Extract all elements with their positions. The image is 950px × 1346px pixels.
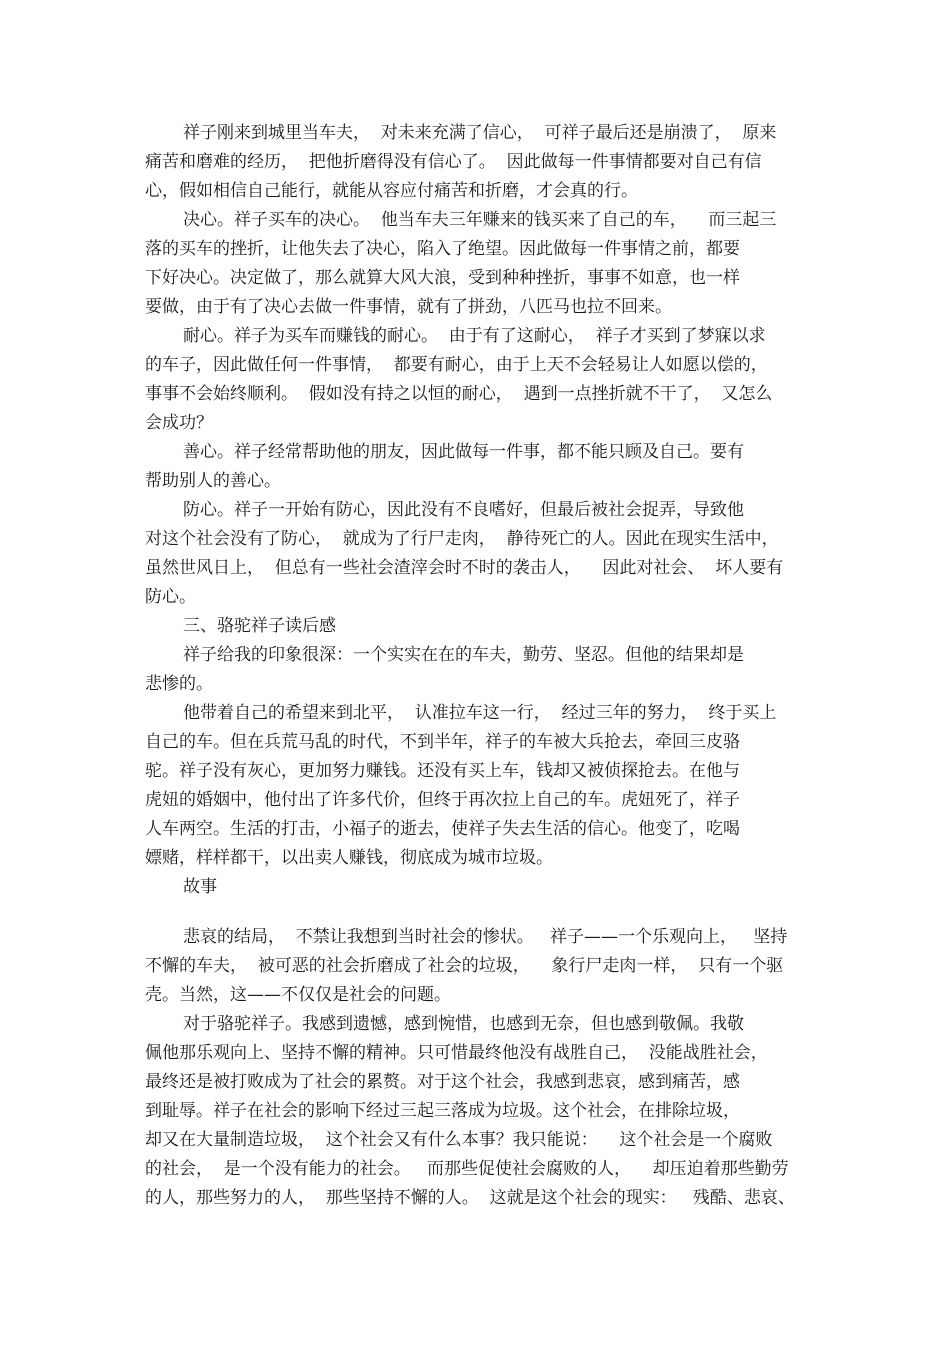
- text-line: 防心。祥子一开始有防心，因此没有不良嗜好，但最后被社会捉弄，导致他: [183, 500, 744, 520]
- text-line: 的人，那些努力的人， 那些坚持不懈的人。 这就是这个社会的现实： 残酷、悲哀、: [145, 1188, 795, 1208]
- text-line: 帮助别人的善心。: [145, 471, 281, 491]
- text-line: 人车两空。生活的打击，小福子的逝去，使祥子失去生活的信心。他变了，吃喝: [145, 819, 740, 839]
- text-line: 故事: [183, 877, 217, 897]
- text-line: 决心。祥子买车的决心。 他当车夫三年赚来的钱买来了自己的车， 而三起三: [183, 210, 777, 230]
- text-line: 善心。祥子经常帮助他的朋友，因此做每一件事，都不能只顾及自己。要有: [183, 442, 744, 462]
- text-line: 最终还是被打败成为了社会的累赘。对于这个社会，我感到悲哀，感到痛苦，感: [145, 1072, 740, 1092]
- text-line: 壳。当然，这——不仅仅是社会的问题。: [145, 985, 451, 1005]
- text-line: 会成功？: [145, 413, 213, 433]
- text-line: 祥子给我的印象很深：一个实实在在的车夫，勤劳、坚忍。但他的结果却是: [183, 645, 744, 665]
- text-line: 痛苦和磨难的经历， 把他折磨得没有信心了。 因此做每一件事情都要对自己有信: [145, 152, 762, 172]
- text-line: 他带着自己的希望来到北平， 认准拉车这一行， 经过三年的努力， 终于买上: [183, 703, 777, 723]
- text-line: 事事不会始终顺利。 假如没有持之以恒的耐心， 遇到一点挫折就不干了， 又怎么: [145, 384, 773, 404]
- text-line: 自己的车。但在兵荒马乱的时代，不到半年，祥子的车被大兵抢去，牵回三皮骆: [145, 732, 740, 752]
- text-line: 到耻辱。祥子在社会的影响下经过三起三落成为垃圾。这个社会，在排除垃圾，: [145, 1101, 740, 1121]
- text-line: 下好决心。决定做了，那么就算大风大浪，受到种种挫折，事事不如意，也一样: [145, 268, 740, 288]
- text-line: 心，假如相信自己能行，就能从容应付痛苦和折磨，才会真的行。: [145, 181, 638, 201]
- text-line: 却又在大量制造垃圾， 这个社会又有什么本事？我只能说： 这个社会是一个腐败: [145, 1130, 773, 1150]
- section-heading: 三、骆驼祥子读后感: [183, 616, 336, 636]
- text-line: 悲惨的。: [145, 674, 213, 694]
- text-line: 祥子刚来到城里当车夫， 对未来充满了信心， 可祥子最后还是崩溃了， 原来: [183, 123, 777, 143]
- text-line: 虽然世风日上， 但总有一些社会渣滓会时不时的袭击人， 因此对社会、 坏人要有: [145, 558, 784, 578]
- text-line: 驼。祥子没有灰心，更加努力赚钱。还没有买上车，钱却又被侦探抢去。在他与: [145, 761, 740, 781]
- text-line: 佩他那乐观向上、坚持不懈的精神。只可惜最终他没有战胜自己， 没能战胜社会，: [145, 1043, 768, 1063]
- text-line: 的车子，因此做任何一件事情， 都要有耐心，由于上天不会轻易让人如愿以偿的，: [145, 355, 768, 375]
- text-line: 对于骆驼祥子。我感到遗憾，感到惋惜，也感到无奈，但也感到敬佩。我敬: [183, 1014, 744, 1034]
- text-line: 耐心。祥子为买车而赚钱的耐心。 由于有了这耐心， 祥子才买到了梦寐以求: [183, 326, 766, 346]
- text-line: 落的买车的挫折，让他失去了决心，陷入了绝望。因此做每一件事情之前，都要: [145, 239, 740, 259]
- text-line: 嫖赌，样样都干，以出卖人赚钱，彻底成为城市垃圾。: [145, 848, 553, 868]
- text-line: 要做，由于有了决心去做一件事情，就有了拼劲，八匹马也拉不回来。: [145, 297, 672, 317]
- text-line: 防心。: [145, 587, 196, 607]
- text-line: 悲哀的结局， 不禁让我想到当时社会的惨状。 祥子——一个乐观向上， 坚持: [183, 927, 788, 947]
- text-line: 对这个社会没有了防心， 就成为了行尸走肉， 静待死亡的人。因此在现实生活中，: [145, 529, 779, 549]
- text-line: 不懈的车夫， 被可恶的社会折磨成了社会的垃圾， 象行尸走肉一样， 只有一个驱: [145, 956, 784, 976]
- text-line: 的社会， 是一个没有能力的社会。 而那些促使社会腐败的人， 却压迫着那些勤劳: [145, 1159, 789, 1179]
- text-line: 虎妞的婚姻中，他付出了许多代价，但终于再次拉上自己的车。虎妞死了，祥子: [145, 790, 740, 810]
